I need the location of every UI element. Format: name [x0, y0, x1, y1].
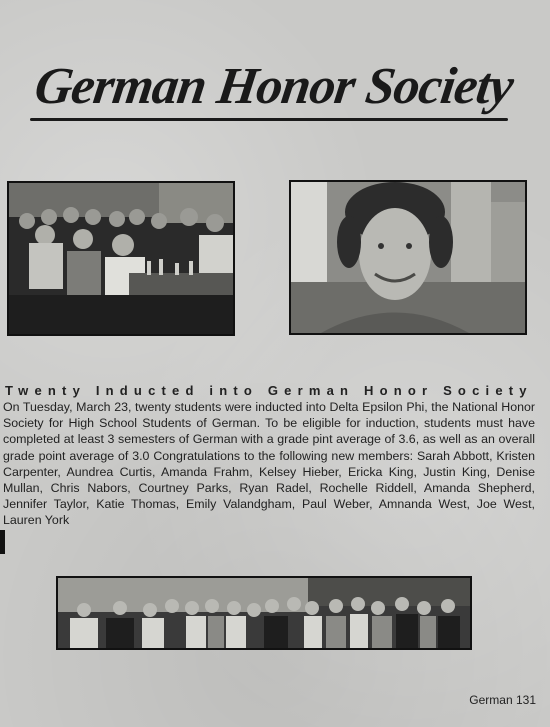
photo-portrait	[289, 180, 527, 335]
page-number: German 131	[469, 693, 536, 707]
title-underline	[30, 118, 508, 121]
photo-inductees-group	[56, 576, 472, 650]
article-headline: Twenty Inducted into German Honor Society	[5, 383, 533, 398]
page-title: German Honor Society	[31, 58, 517, 115]
article-body: On Tuesday, March 23, twenty students were inducted into Delta Epsilon Phi, the National Honor Society for High School Students of German. To be eligible for induction, students must have completed at least 3 semesters of German with a grade pint average of 3.6, as well as an overall grade point average of 3.0 Congratulations to the following new members: Sarah Abbott, Kristen Carpenter, Aundrea Curtis, Amanda Frahm, Kelsey Hieber, Ericka King, Justin King, Denise Mullan, Chris Nabors, Courtney Parks, Ryan Radel, Rochelle Riddell, Amanda Shepherd, Jennifer Taylor, Katie Thomas, Emily Valandgham, Paul Weber, Amnanda West, Joe West, Lauren York	[3, 400, 535, 528]
edge-mark	[0, 530, 5, 554]
photo-group-dinner	[7, 181, 235, 336]
